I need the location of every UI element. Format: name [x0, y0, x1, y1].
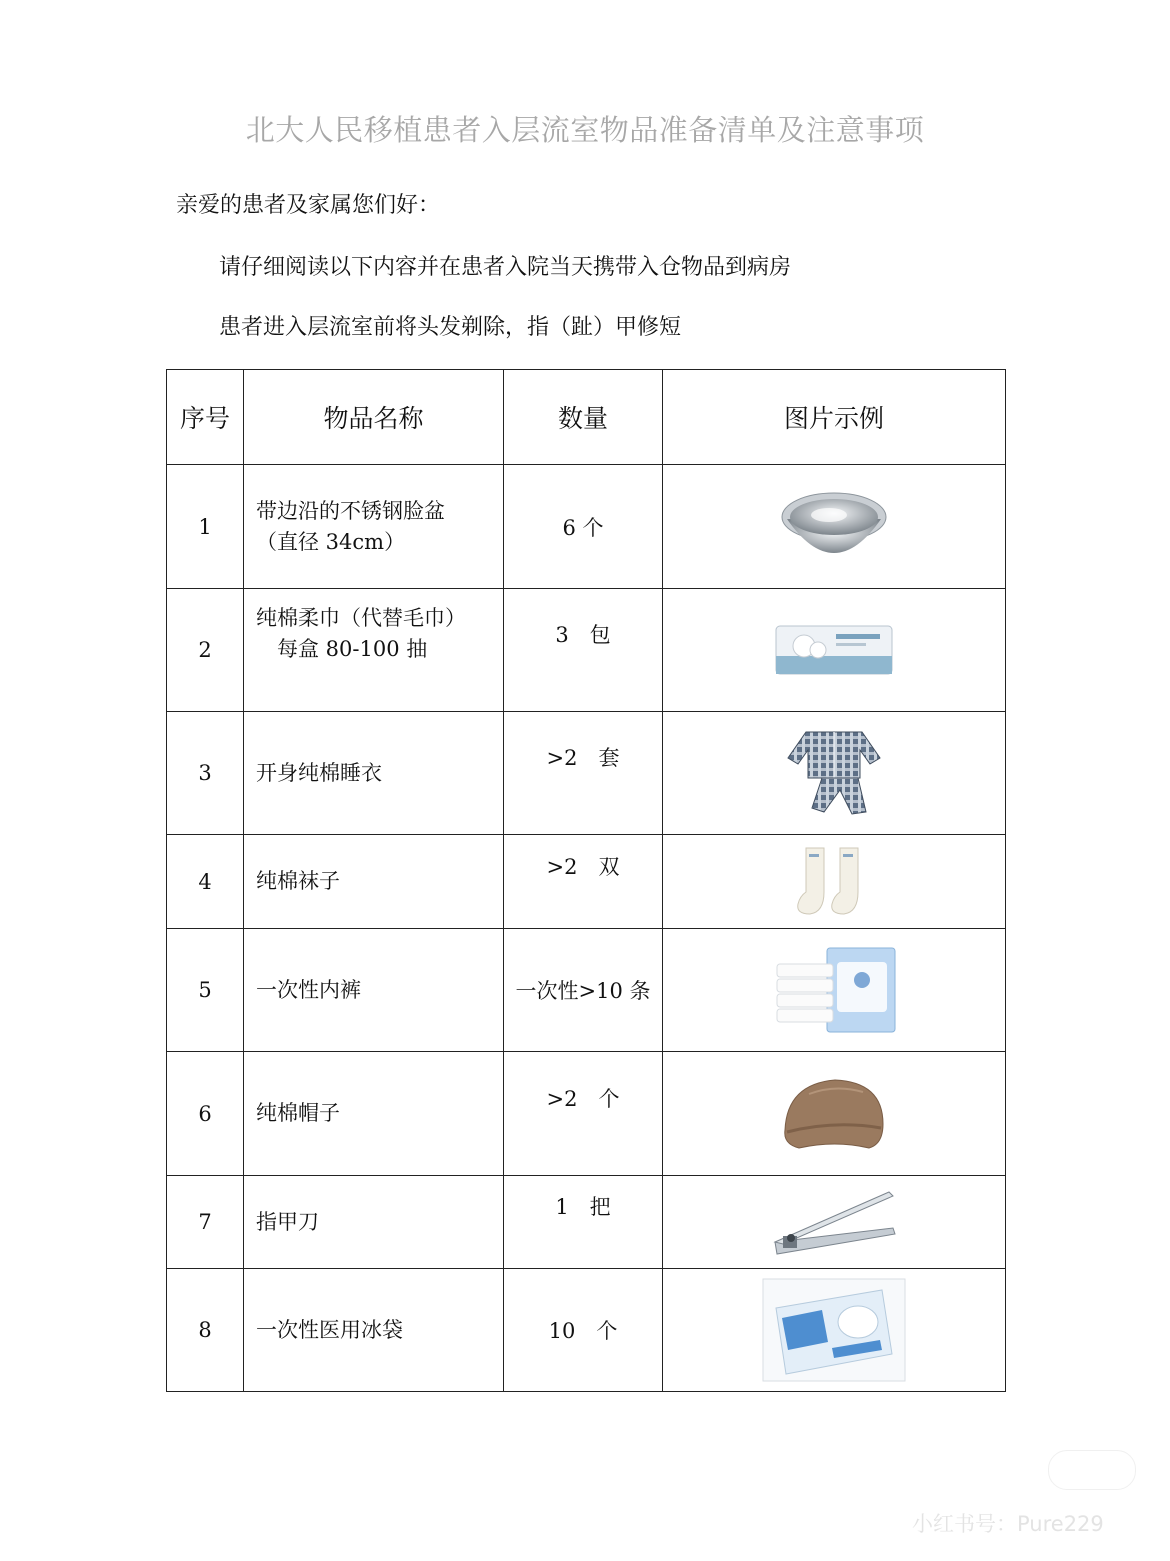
table-row	[167, 465, 1006, 589]
table-row	[167, 1052, 1006, 1176]
row-no: 3	[167, 712, 244, 835]
row-no: 4	[167, 835, 244, 929]
table-row	[167, 1176, 1006, 1269]
header-image: 图片示例	[663, 370, 1006, 465]
table-row	[167, 712, 1006, 835]
table-row	[167, 929, 1006, 1052]
row-name-line: 指甲刀	[256, 1209, 319, 1234]
row-qty	[504, 1176, 663, 1269]
table-row	[167, 835, 1006, 929]
row-qty	[504, 712, 663, 835]
row-no: 8	[167, 1269, 244, 1392]
beanie-icon	[779, 1074, 889, 1154]
row-no: 6	[167, 1052, 244, 1176]
row-qty-text: 3 包	[555, 623, 611, 647]
instruction-1: 请仔细阅读以下内容并在患者入院当天携带入仓物品到病房	[219, 255, 792, 280]
row-image	[663, 929, 1006, 1052]
watermark-logo	[1048, 1450, 1136, 1490]
row-qty-text: >2 双	[546, 854, 620, 879]
row-image	[663, 465, 1006, 589]
row-name-line: 一次性医用冰袋	[256, 1317, 403, 1342]
table-row	[167, 589, 1006, 712]
table-header-row	[167, 370, 1006, 465]
basin-icon	[779, 487, 889, 567]
table-row	[167, 1269, 1006, 1392]
row-name	[244, 712, 504, 835]
row-name	[244, 835, 504, 929]
row-name-line: 开身纯棉睡衣	[256, 760, 382, 785]
row-qty-text: >2 套	[546, 746, 620, 770]
row-image	[663, 712, 1006, 835]
row-name-line: 纯棉柔巾（代替毛巾）	[256, 606, 466, 630]
row-qty: 一次性>10 条	[504, 929, 663, 1052]
row-name	[244, 573, 504, 696]
row-name-line: 每盒 80-100 抽	[256, 637, 428, 661]
row-qty	[504, 835, 663, 929]
greeting: 亲爱的患者及家属您们好：	[176, 193, 441, 218]
row-name	[244, 1176, 504, 1269]
row-image	[663, 1176, 1006, 1269]
row-name-line: 一次性内裤	[256, 977, 361, 1002]
row-name-line: （直径 34cm）	[256, 529, 406, 554]
row-no: 5	[167, 929, 244, 1052]
instruction-2: 患者进入层流室前将头发剃除，指（趾）甲修短	[219, 315, 682, 340]
row-image	[663, 1052, 1006, 1176]
row-name-line: 纯棉帽子	[256, 1101, 340, 1125]
checklist-table	[166, 369, 1006, 1392]
row-no: 7	[167, 1176, 244, 1269]
underwear-pack-icon	[769, 942, 899, 1038]
pajamas-icon	[786, 728, 882, 818]
row-name	[244, 1269, 504, 1392]
row-name-line: 纯棉袜子	[256, 869, 340, 893]
row-name-line: 带边沿的不锈钢脸盆	[256, 498, 445, 523]
header-no: 序号	[167, 370, 244, 465]
row-qty-text: >2 个	[546, 1086, 620, 1111]
row-image	[663, 1269, 1006, 1392]
row-qty: 10 个	[504, 1269, 663, 1392]
watermark: 小红书号：Pure229	[912, 1512, 1104, 1536]
tissue-pack-icon	[774, 620, 894, 680]
row-name	[244, 929, 504, 1052]
socks-icon	[794, 846, 874, 918]
row-qty-text: 1 把	[555, 1195, 611, 1219]
header-name: 物品名称	[244, 370, 504, 465]
row-name	[244, 1052, 504, 1176]
row-qty	[504, 589, 663, 712]
document-title: 北大人民移植患者入层流室物品准备清单及注意事项	[245, 113, 925, 147]
row-qty	[504, 1052, 663, 1176]
nail-clipper-icon	[769, 1182, 899, 1262]
header-qty: 数量	[504, 370, 663, 465]
row-no: 1	[167, 465, 244, 589]
row-qty: 6 个	[504, 465, 663, 589]
row-name	[244, 465, 504, 589]
row-image	[663, 835, 1006, 929]
row-image	[663, 589, 1006, 712]
row-no: 2	[167, 589, 244, 712]
ice-pack-icon	[762, 1278, 906, 1382]
